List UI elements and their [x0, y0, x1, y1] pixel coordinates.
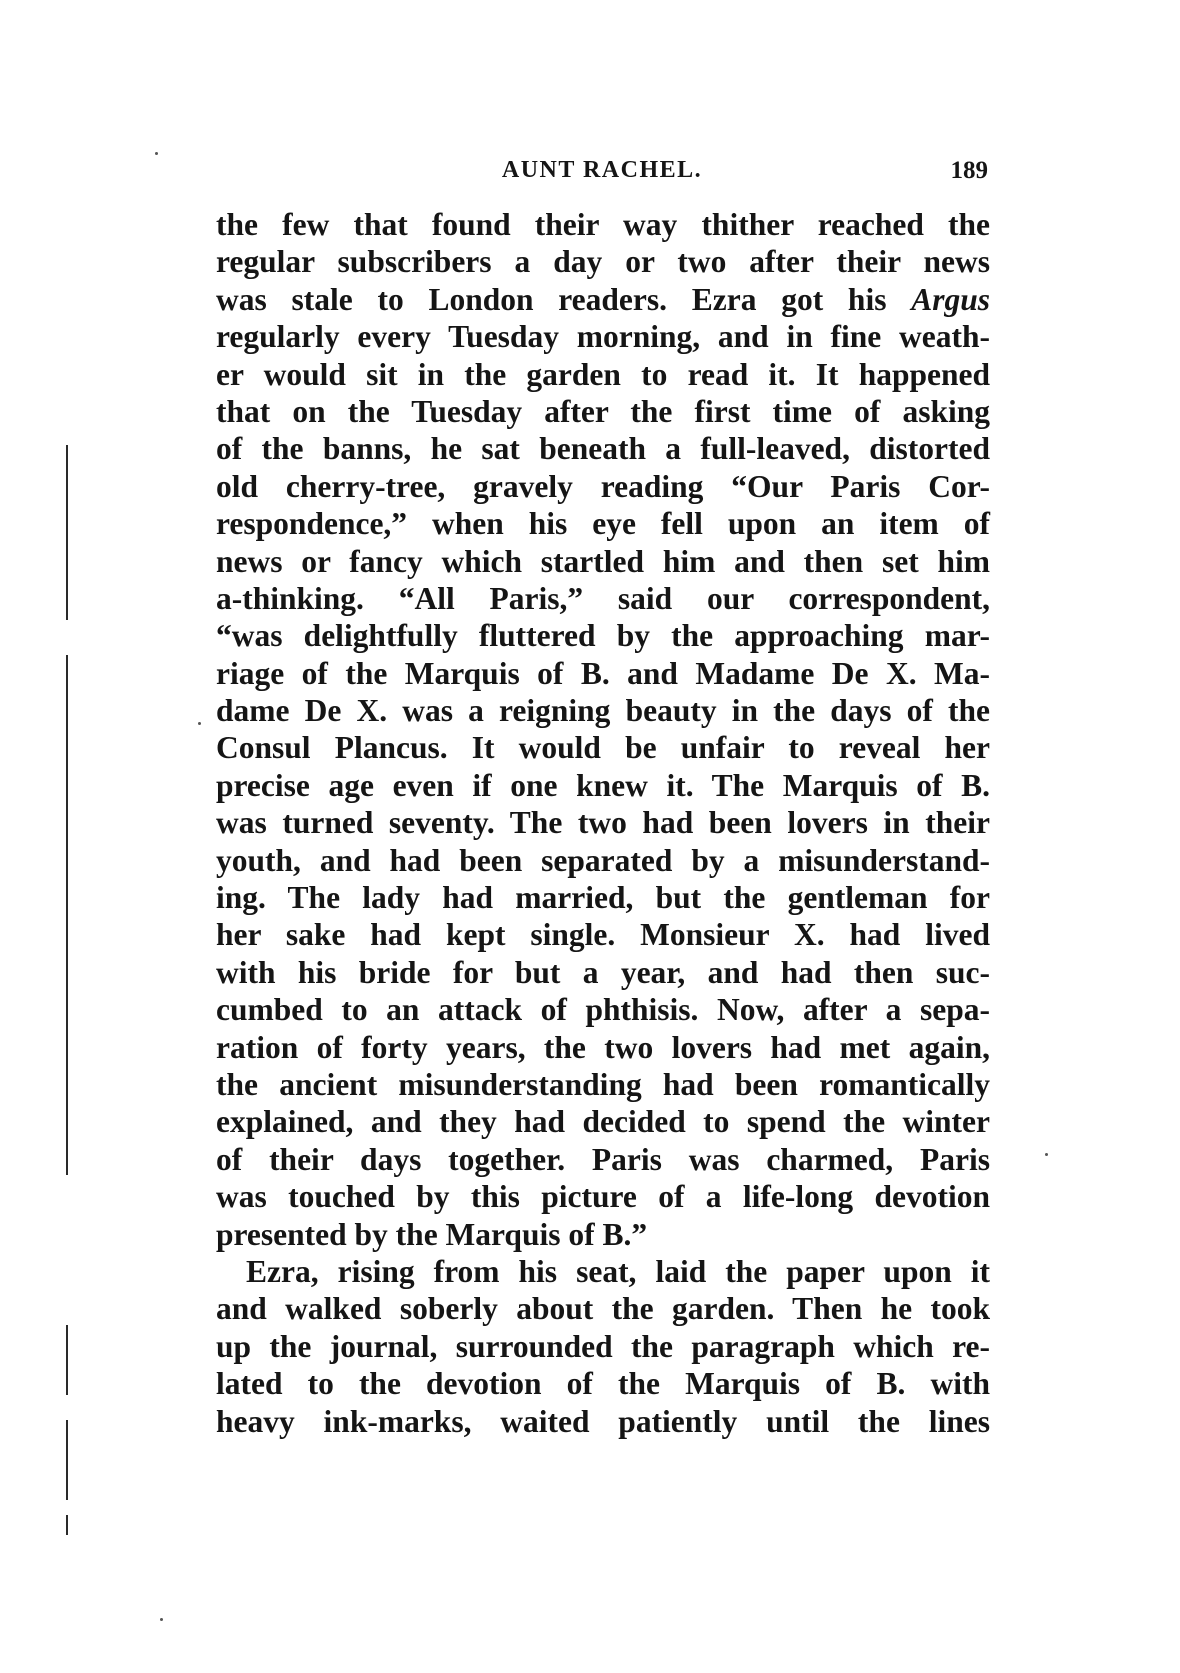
body-text: [216, 206, 990, 1440]
text-line: dame De X. was a reigning beauty in the days of the: [216, 693, 990, 729]
text-line: the ancient misunderstanding had been romantically: [216, 1066, 990, 1102]
page-number: 189: [950, 157, 988, 184]
text-line: respondence,” when his eye fell upon an item of: [216, 506, 990, 542]
text-line: ration of forty years, the two lovers had met again,: [216, 1029, 990, 1065]
running-title: AUNT RACHEL.: [501, 157, 703, 183]
scan-margin-mark: [66, 1420, 68, 1500]
text-line: of their days together. Paris was charmed, Paris: [216, 1141, 990, 1177]
scan-margin-mark: [66, 1325, 68, 1395]
text-line: regular subscribers a day or two after their news: [216, 244, 990, 280]
text-line: up the journal, surrounded the paragraph which re-: [216, 1328, 990, 1364]
text-line: news or fancy which startled him and then set him: [216, 543, 990, 579]
text-line: Consul Plancus. It would be unfair to reveal her: [216, 730, 990, 766]
text-line: of the banns, he sat beneath a full-leaved, distorted: [216, 431, 990, 467]
text-line: was turned seventy. The two had been lovers in their: [216, 805, 990, 841]
text-line: presented by the Marquis of B.”: [216, 1216, 648, 1252]
text-line: precise age even if one knew it. The Marquis of B.: [216, 767, 990, 803]
text-line: er would sit in the garden to read it. It happened: [216, 356, 990, 392]
page-header: [216, 157, 988, 197]
scan-margin-mark: [66, 445, 68, 620]
text-line: was touched by this picture of a life-long devotion: [216, 1179, 990, 1215]
text-line-segment: was stale to London readers. Ezra got his: [216, 281, 912, 317]
text-line: riage of the Marquis of B. and Madame De X. Ma-: [216, 655, 990, 691]
text-line: a-thinking. “All Paris,” said our correspondent,: [216, 580, 990, 616]
text-line: youth, and had been separated by a misunderstand-: [216, 842, 990, 878]
text-line: and walked soberly about the garden. Then he took: [216, 1291, 990, 1327]
text-line: Ezra, rising from his seat, laid the paper upon it: [246, 1253, 990, 1289]
text-line: “was delightfully fluttered by the approaching mar-: [216, 618, 990, 654]
text-line: heavy ink-marks, waited patiently until the lines: [216, 1403, 990, 1439]
scan-speck: [198, 722, 201, 725]
text-line: the few that found their way thither reached the: [216, 207, 990, 242]
scan-speck: [1045, 1153, 1048, 1156]
text-line: her sake had kept single. Monsieur X. had lived: [216, 917, 990, 953]
text-line: regularly every Tuesday morning, and in fine weath-: [216, 319, 990, 355]
scan-margin-mark: [66, 655, 68, 1175]
scan-speck: [155, 152, 158, 155]
text-line: lated to the devotion of the Marquis of B. with: [216, 1366, 990, 1402]
text-line: cumbed to an attack of phthisis. Now, after a sepa-: [216, 992, 990, 1028]
scan-speck: [160, 1618, 163, 1621]
scan-margin-mark: [66, 1515, 68, 1535]
text-line: old cherry-tree, gravely reading “Our Paris Cor-: [216, 468, 990, 504]
text-line: that on the Tuesday after the first time of asking: [216, 393, 990, 429]
text-line: with his bride for but a year, and had then suc-: [216, 954, 990, 990]
text-line: ing. The lady had married, but the gentleman for: [216, 880, 990, 916]
newspaper-title: Argus: [911, 281, 990, 317]
text-line: explained, and they had decided to spend the winter: [216, 1104, 990, 1140]
text-line: [216, 281, 990, 318]
